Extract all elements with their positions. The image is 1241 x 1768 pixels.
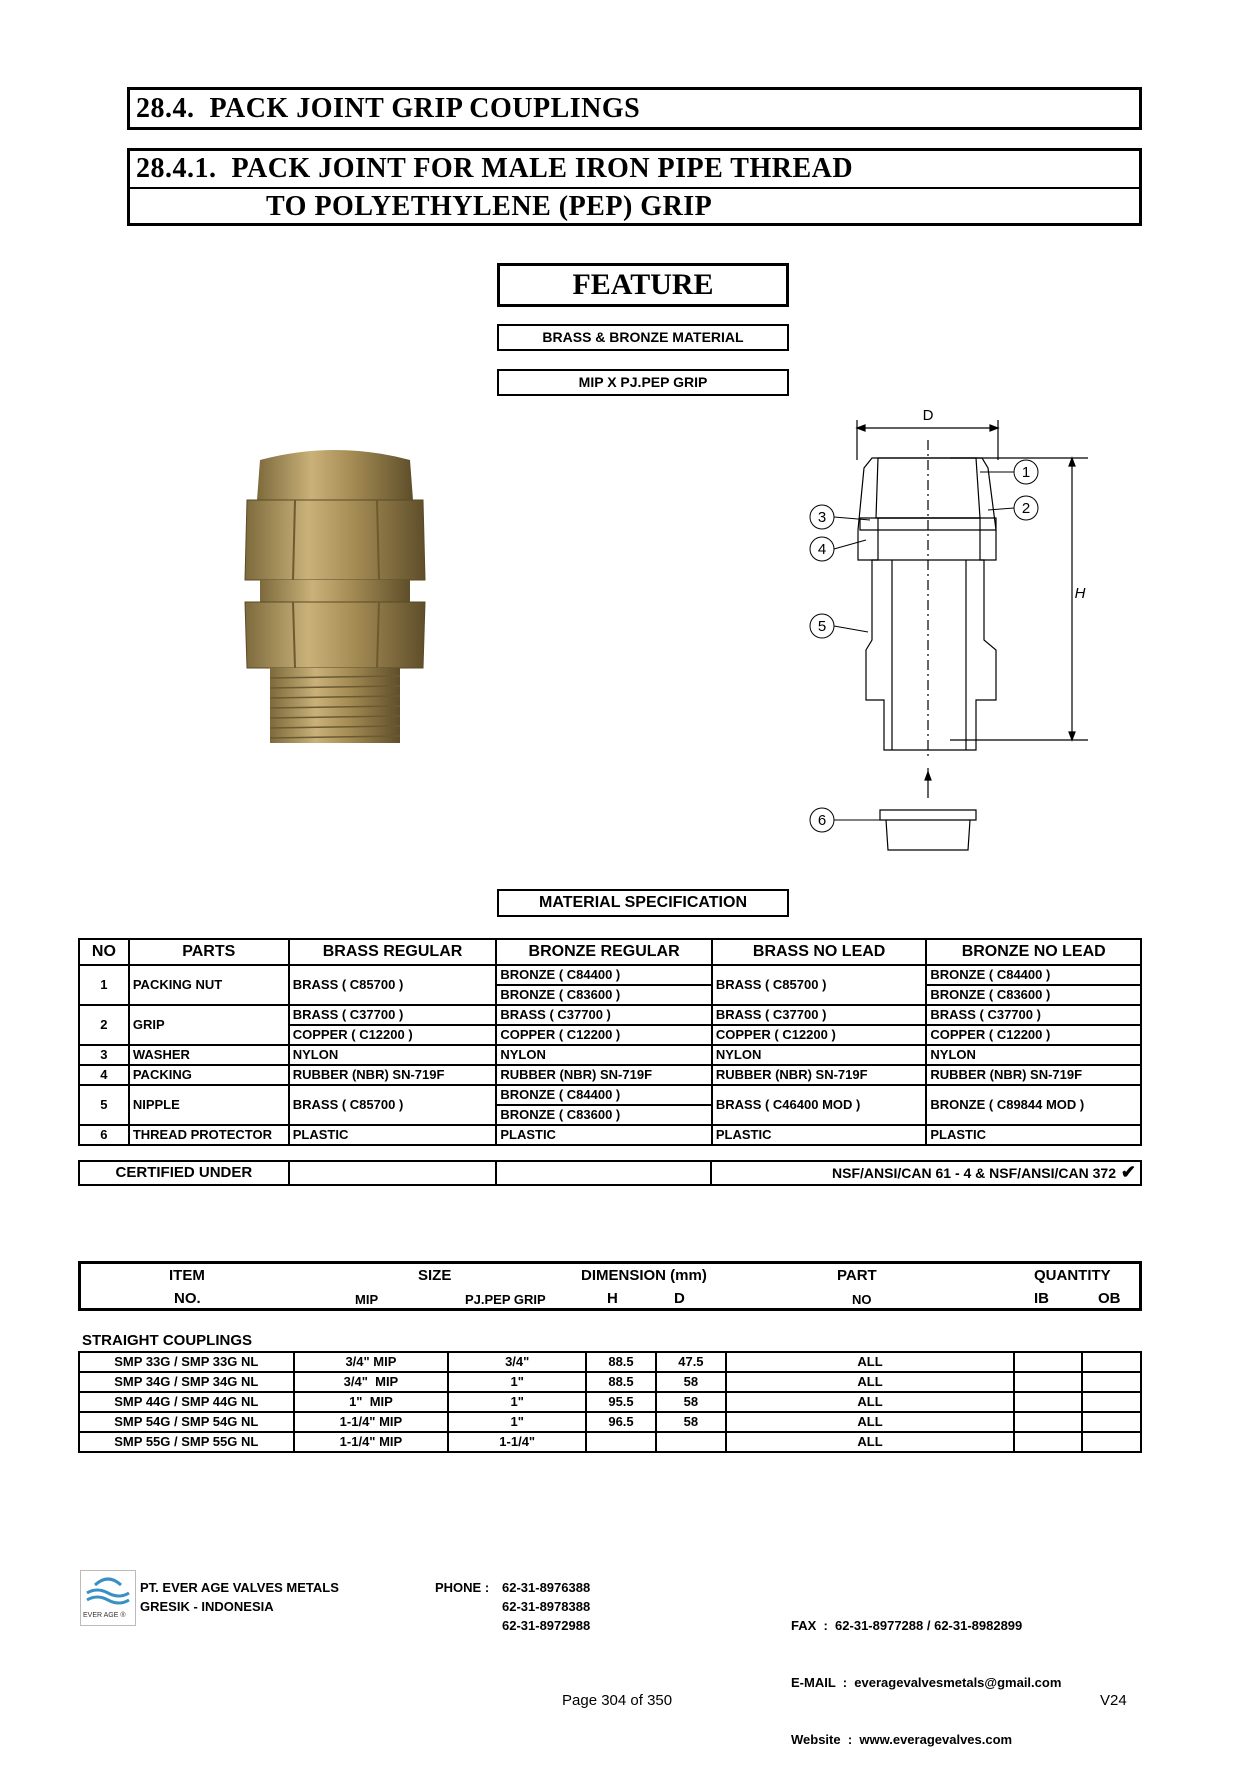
wave-logo-icon	[81, 1573, 135, 1607]
hdr-dimension: DIMENSION (mm)	[581, 1267, 707, 1284]
section-title: 28.4. PACK JOINT GRIP COUPLINGS	[136, 93, 641, 124]
hdr-quantity: QUANTITY	[1034, 1267, 1111, 1284]
company-logo	[80, 1570, 136, 1626]
col-header-brass-no-lead: BRASS NO LEAD	[712, 939, 927, 965]
hdr-item-no: NO.	[174, 1290, 201, 1307]
table-row: BRONZE ( C83600 ) BRONZE ( C83600 )	[79, 985, 1141, 1005]
subsection-title-box	[127, 148, 1142, 226]
col-header-bronze-regular: BRONZE REGULAR	[496, 939, 712, 965]
packing-nut-hex	[245, 500, 425, 580]
company-name: PT. EVER AGE VALVES METALS	[140, 1580, 339, 1595]
hdr-d: D	[674, 1290, 685, 1307]
phone-3: 62-31-8972988	[502, 1618, 591, 1633]
table-row: COPPER ( C12200 ) COPPER ( C12200 ) COPPER ( C12200 ) COPPER ( C12200 )	[79, 1025, 1141, 1045]
hdr-part: PART	[837, 1267, 877, 1284]
certified-value: NSF/ANSI/CAN 61 - 4 & NSF/ANSI/CAN 372	[832, 1165, 1116, 1181]
product-photo	[235, 440, 435, 750]
product-table-header	[78, 1261, 1142, 1311]
body-hex	[245, 602, 425, 668]
hdr-size: SIZE	[418, 1267, 452, 1284]
product-table	[78, 1351, 1142, 1453]
hdr-ib: IB	[1034, 1290, 1049, 1307]
category-label: STRAIGHT COUPLINGS	[82, 1332, 253, 1349]
fax: FAX : 62-31-8977288 / 62-31-8982899	[791, 1618, 1023, 1633]
hdr-item: ITEM	[169, 1267, 205, 1284]
checkmark-icon: ✔	[1120, 1162, 1136, 1182]
dim-d-label: D	[922, 407, 934, 424]
product-row: SMP 44G / SMP 44G NL 1" MIP 1" 95.5 58 ALL	[79, 1392, 1141, 1412]
thread-band	[260, 580, 410, 602]
website: Website : www.everagevalves.com	[791, 1732, 1013, 1747]
certified-table	[78, 1160, 1142, 1186]
logo-text: EVER AGE ®	[83, 1612, 126, 1619]
contact-info	[791, 1578, 1061, 1768]
hdr-part-no: NO	[852, 1292, 872, 1307]
material-spec-heading	[497, 889, 789, 917]
phone-list	[502, 1578, 590, 1635]
phone-1: 62-31-8976388	[502, 1580, 591, 1595]
material-spec-table	[78, 938, 1142, 1146]
feature-item-type	[497, 369, 789, 396]
certified-label: CERTIFIED UNDER	[79, 1161, 289, 1185]
hdr-h: H	[607, 1290, 618, 1307]
callout-1: 1	[1021, 464, 1031, 481]
col-header-brass-regular: BRASS REGULAR	[289, 939, 497, 965]
phone-2: 62-31-8978388	[502, 1599, 591, 1614]
callout-4: 4	[817, 541, 827, 558]
product-row: SMP 34G / SMP 34G NL 3/4" MIP 1" 88.5 58 ALL	[79, 1372, 1141, 1392]
technical-drawing	[800, 400, 1100, 860]
email: E-MAIL : everagevalvesmetals@gmail.com	[791, 1675, 1062, 1690]
callout-2: 2	[1021, 500, 1031, 517]
subsection-title-line2: TO POLYETHYLENE (PEP) GRIP	[266, 191, 713, 222]
callout-6: 6	[817, 812, 827, 829]
product-row: SMP 33G / SMP 33G NL 3/4" MIP 3/4" 88.5 47.5 ALL	[79, 1352, 1141, 1372]
col-header-bronze-no-lead: BRONZE NO LEAD	[926, 939, 1141, 965]
feature-item-material-text: BRASS & BRONZE MATERIAL	[542, 329, 744, 345]
company-location: GRESIK - INDONESIA	[140, 1599, 274, 1614]
product-row: SMP 54G / SMP 54G NL 1-1/4" MIP 1" 96.5 58 ALL	[79, 1412, 1141, 1432]
phone-label: PHONE :	[435, 1580, 490, 1595]
table-row: 5 NIPPLE BRASS ( C85700 ) BRONZE ( C84400 ) BRASS ( C46400 MOD ) BRONZE ( C89844 MOD )	[79, 1085, 1141, 1105]
page-number: Page 304 of 350	[562, 1692, 673, 1709]
product-row: SMP 55G / SMP 55G NL 1-1/4" MIP 1-1/4" ALL	[79, 1432, 1141, 1452]
table-row: 1 PACKING NUT BRASS ( C85700 ) BRONZE ( C84400 ) BRASS ( C85700 ) BRONZE ( C84400 )	[79, 965, 1141, 985]
section-title-box	[127, 87, 1142, 130]
feature-item-type-text: MIP X PJ.PEP GRIP	[578, 374, 708, 390]
table-row: 4 PACKING RUBBER (NBR) SN-719F RUBBER (NBR) SN-719F RUBBER (NBR) SN-719F RUBBER (NBR) SN-719F	[79, 1065, 1141, 1085]
callout-3: 3	[817, 509, 827, 526]
col-header-parts: PARTS	[129, 939, 289, 965]
dim-h-label: H	[1074, 585, 1086, 602]
packing-nut-top	[257, 450, 413, 500]
version: V24	[1100, 1692, 1127, 1709]
hdr-grip: PJ.PEP GRIP	[465, 1292, 546, 1307]
feature-item-material	[497, 324, 789, 351]
mip-thread	[270, 668, 400, 743]
certified-row	[79, 1161, 1141, 1185]
company-info	[140, 1578, 339, 1616]
table-header-row	[79, 939, 1141, 965]
hdr-ob: OB	[1098, 1290, 1121, 1307]
table-row: 3 WASHER NYLON NYLON NYLON NYLON	[79, 1045, 1141, 1065]
subsection-title-line1: 28.4.1. PACK JOINT FOR MALE IRON PIPE THREAD	[136, 153, 854, 184]
feature-heading-text: FEATURE	[572, 268, 714, 301]
col-header-no: NO	[79, 939, 129, 965]
table-row: 6 THREAD PROTECTOR PLASTIC PLASTIC PLASTIC PLASTIC	[79, 1125, 1141, 1145]
table-row: 2 GRIP BRASS ( C37700 ) BRASS ( C37700 ) BRASS ( C37700 ) BRASS ( C37700 )	[79, 1005, 1141, 1025]
feature-heading	[497, 263, 789, 307]
hdr-mip: MIP	[355, 1292, 379, 1307]
callout-5: 5	[817, 618, 827, 635]
material-spec-heading-text: MATERIAL SPECIFICATION	[539, 894, 747, 911]
table-row: BRONZE ( C83600 )	[79, 1105, 1141, 1125]
